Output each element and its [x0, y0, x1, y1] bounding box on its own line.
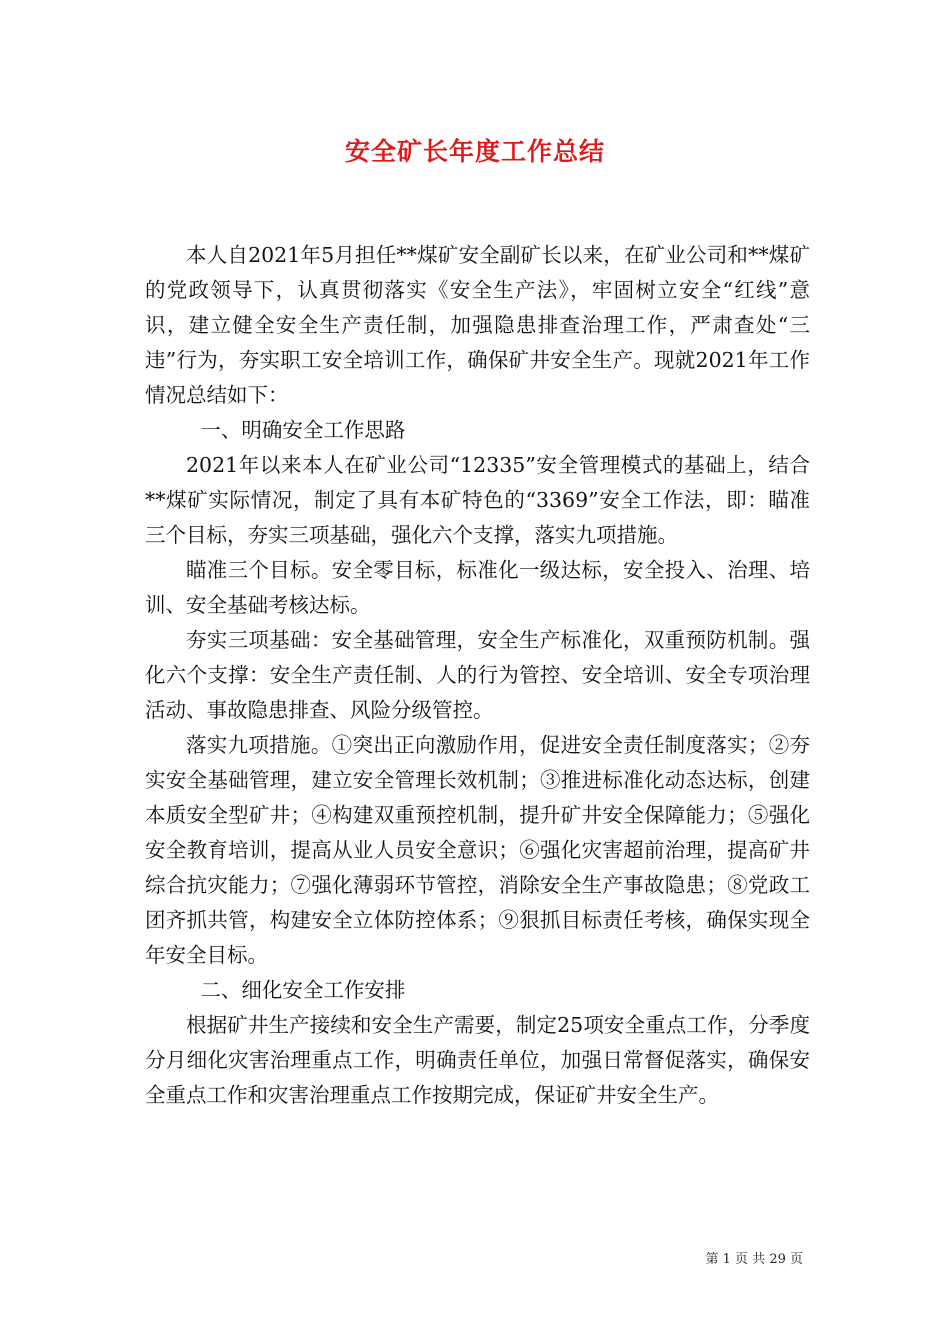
body-paragraph: 根据矿井生产接续和安全生产需要，制定25项安全重点工作，分季度分月细化灾害治理重点工作，明确责任单位，加强日常督促落实，确保安全重点工作和灾害治理重点工作按期完成，保证矿井安全生产。	[145, 1013, 810, 1107]
body-paragraph: 夯实三项基础：安全基础管理，安全生产标准化，双重预防机制。强化六个支撑：安全生产责任制、人的行为管控、安全培训、安全专项治理活动、事故隐患排查、风险分级管控。	[145, 628, 810, 722]
body-paragraph: 落实九项措施。①突出正向激励作用，促进安全责任制度落实；②夯实安全基础管理，建立安全管理长效机制；③推进标准化动态达标，创建本质安全型矿井；④构建双重预控机制，提升矿井安全保障能力；⑤强化安全教育培训，提高从业人员安全意识；⑥强化灾害超前治理，提高矿井综合抗灾能力；⑦强化薄弱环节管控，消除安全生产事故隐患；⑧党政工团齐抓共管，构建安全立体防控体系；⑨狠抓目标责任考核，确保实现全年安全目标。	[145, 733, 810, 967]
section-heading-1: 一、明确安全工作思路	[200, 418, 406, 442]
intro-paragraph: 本人自2021年5月担任**煤矿安全副矿长以来，在矿业公司和**煤矿的党政领导下，认真贯彻落实《安全生产法》，牢固树立安全“红线”意识，建立健全安全生产责任制，加强隐患排查治理工作，严肃查处“三违”行为，夯实职工安全培训工作，确保矿井安全生产。现就2021年工作情况总结如下：	[145, 243, 810, 407]
document-body	[145, 238, 810, 1113]
page-title: 安全矿长年度工作总结	[344, 137, 605, 166]
section-heading-2: 二、细化安全工作安排	[200, 978, 406, 1002]
body-paragraph: 瞄准三个目标。安全零目标，标准化一级达标，安全投入、治理、培训、安全基础考核达标。	[145, 558, 810, 617]
body-paragraph: 2021年以来本人在矿业公司“12335”安全管理模式的基础上，结合**煤矿实际情况，制定了具有本矿特色的“3369”安全工作法，即：瞄准三个目标，夯实三项基础，强化六个支撑，落实九项措施。	[145, 453, 810, 547]
page-number-footer: 第 1 页 共 29 页	[705, 1252, 803, 1267]
